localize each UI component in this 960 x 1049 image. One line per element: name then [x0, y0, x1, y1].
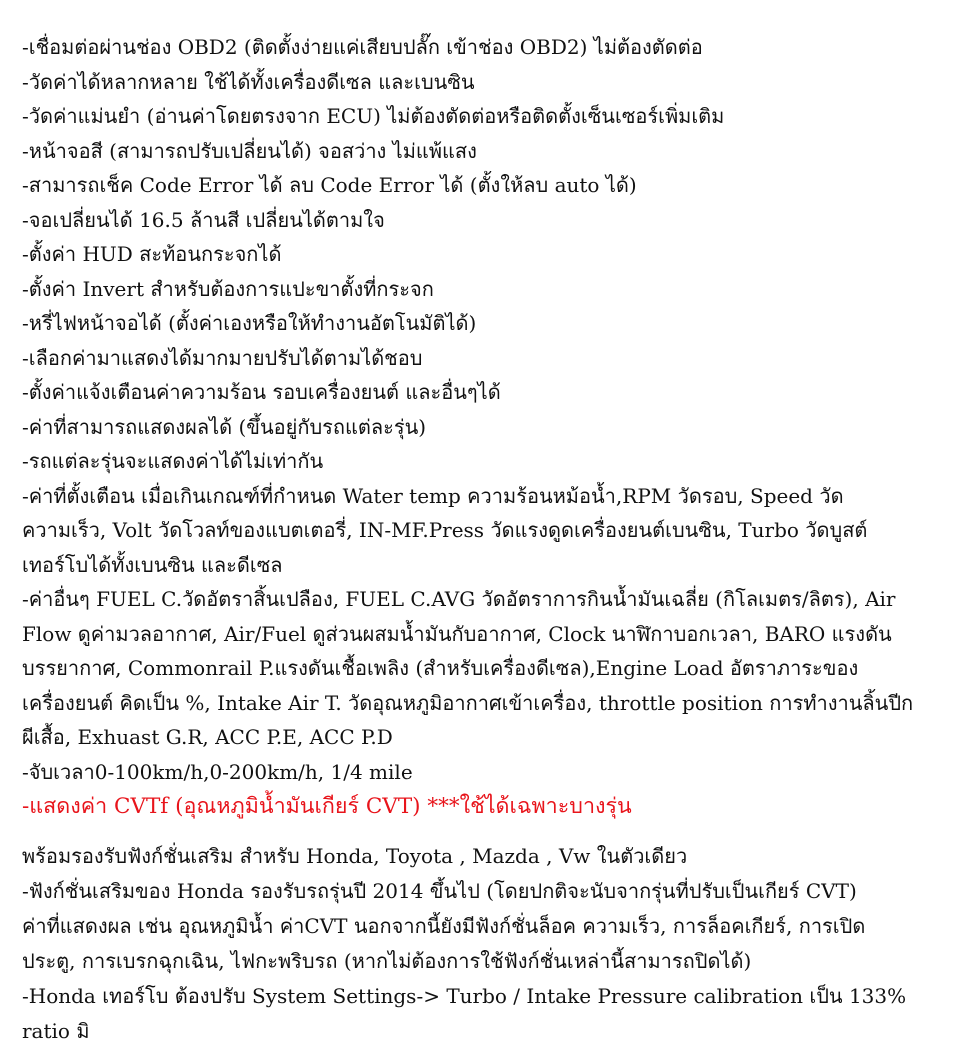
support-line: -Honda เทอร์โบ ต้องปรับ System Settings-> Turbo / Intake Pressure calibration เป็น 133% ratio มิ	[22, 984, 907, 1043]
feature-line: -หรี่ไฟหน้าจอได้ (ตั้งค่าเองหรือให้ทำงานอัตโนมัติได้)	[22, 311, 477, 335]
support-line: ประตู, การเบรกฉุกเฉิน, ไฟกะพริบรถ (หากไม่ต้องการใช้ฟังก์ชั่นเหล่านี้สามารถปิดได้)	[22, 949, 752, 973]
feature-line: ผีเสื้อ, Exhuast G.R, ACC P.E, ACC P.D	[22, 725, 393, 749]
feature-line: -รถแต่ละรุ่นจะแสดงค่าได้ไม่เท่ากัน	[22, 449, 324, 473]
cvt-highlight-notice: -แสดงค่า CVTf (อุณหภูมิน้ำมันเกียร์ CVT) ***ใช้ได้เฉพาะบางรุ่น	[22, 794, 632, 819]
product-description	[22, 30, 940, 1049]
feature-line: -สามารถเช็ค Code Error ได้ ลบ Code Error ได้ (ตั้งให้ลบ auto ได้)	[22, 173, 637, 197]
feature-line: -ตั้งค่าแจ้งเตือนค่าความร้อน รอบเครื่องยนต์ และอื่นๆได้	[22, 380, 501, 404]
feature-line: -จับเวลา0-100km/h,0-200km/h, 1/4 mile	[22, 759, 413, 784]
support-line: ค่าที่แสดงผล เช่น อุณหภูมิน้ำ ค่าCVT นอกจากนี้ยังมีฟังก์ชั่นล็อค ความเร็ว, การล็อคเกียร์, การเปิด	[22, 914, 866, 938]
feature-line: -หน้าจอสี (สามารถปรับเปลี่ยนได้) จอสว่าง ไม่แพ้แสง	[22, 138, 477, 163]
support-line: -ฟังก์ชั่นเสริมของ Honda รองรับรถรุ่นปี 2014 ขึ้นไป (โดยปกติจะนับจากรุ่นที่ปรับเป็นเกียร์ CVT)	[22, 879, 857, 903]
feature-line: -จอเปลี่ยนได้ 16.5 ล้านสี เปลี่ยนได้ตามใจ	[22, 207, 385, 232]
feature-line: -เลือกค่ามาแสดงได้มากมายปรับได้ตามได้ชอบ	[22, 345, 423, 370]
feature-line: ความเร็ว, Volt วัดโวลท์ของแบตเตอรี่, IN-MF.Press วัดแรงดูดเครื่องยนต์เบนซิน, Turbo วัดบูสต์	[22, 518, 868, 542]
feature-line: -วัดค่าแม่นยำ (อ่านค่าโดยตรงจาก ECU) ไม่ต้องตัดต่อหรือติดตั้งเซ็นเซอร์เพิ่มเติม	[22, 104, 725, 128]
feature-line: -ค่าที่ตั้งเตือน เมื่อเกินเกณฑ์ที่กำหนด Water temp ความร้อนหม้อน้ำ,RPM วัดรอบ, Speed วัด	[22, 483, 844, 508]
feature-line: Flow ดูค่ามวลอากาศ, Air/Fuel ดูส่วนผสมน้ำมันกับอากาศ, Clock นาฬิกาบอกเวลา, BARO แรงดัน	[22, 621, 892, 646]
feature-line: -ตั้งค่า HUD สะท้อนกระจกได้	[22, 242, 282, 266]
feature-line: -เชื่อมต่อผ่านช่อง OBD2 (ติดตั้งง่ายแค่เสียบปลั๊ก เข้าช่อง OBD2) ไม่ต้องตัดต่อ	[22, 35, 703, 59]
section-spacer	[22, 825, 940, 839]
feature-line: -วัดค่าได้หลากหลาย ใช้ได้ทั้งเครื่องดีเซล และเบนซิน	[22, 69, 475, 94]
feature-line: เครื่องยนต์ คิดเป็น %, Intake Air T. วัดอุณหภูมิอากาศเข้าเครื่อง, throttle position การทำงานลิ้นปีก	[22, 690, 914, 715]
feature-line: เทอร์โบได้ทั้งเบนซิน และดีเซล	[22, 552, 283, 577]
brand-support-section	[22, 839, 940, 1049]
support-line: พร้อมรองรับฟังก์ชั่นเสริม สำหรับ Honda, Toyota , Mazda , Vw ในตัวเดียว	[22, 844, 688, 868]
feature-line: บรรยากาศ, Commonrail P.แรงดันเชื้อเพลิง (สำหรับเครื่องดีเซล),Engine Load อัตราภาระของ	[22, 656, 859, 680]
feature-line: -ค่าอื่นๆ FUEL C.วัดอัตราสิ้นเปลือง, FUEL C.AVG วัดอัตราการกินน้ำมันเฉลี่ย (กิโลเมตร/ลิตร), Air	[22, 587, 896, 611]
feature-list	[22, 30, 940, 789]
feature-line: -ตั้งค่า Invert สำหรับต้องการแปะขาตั้งที่กระจก	[22, 276, 434, 301]
feature-line: -ค่าที่สามารถแสดงผลได้ (ขึ้นอยู่กับรถแต่ละรุ่น)	[22, 414, 427, 439]
